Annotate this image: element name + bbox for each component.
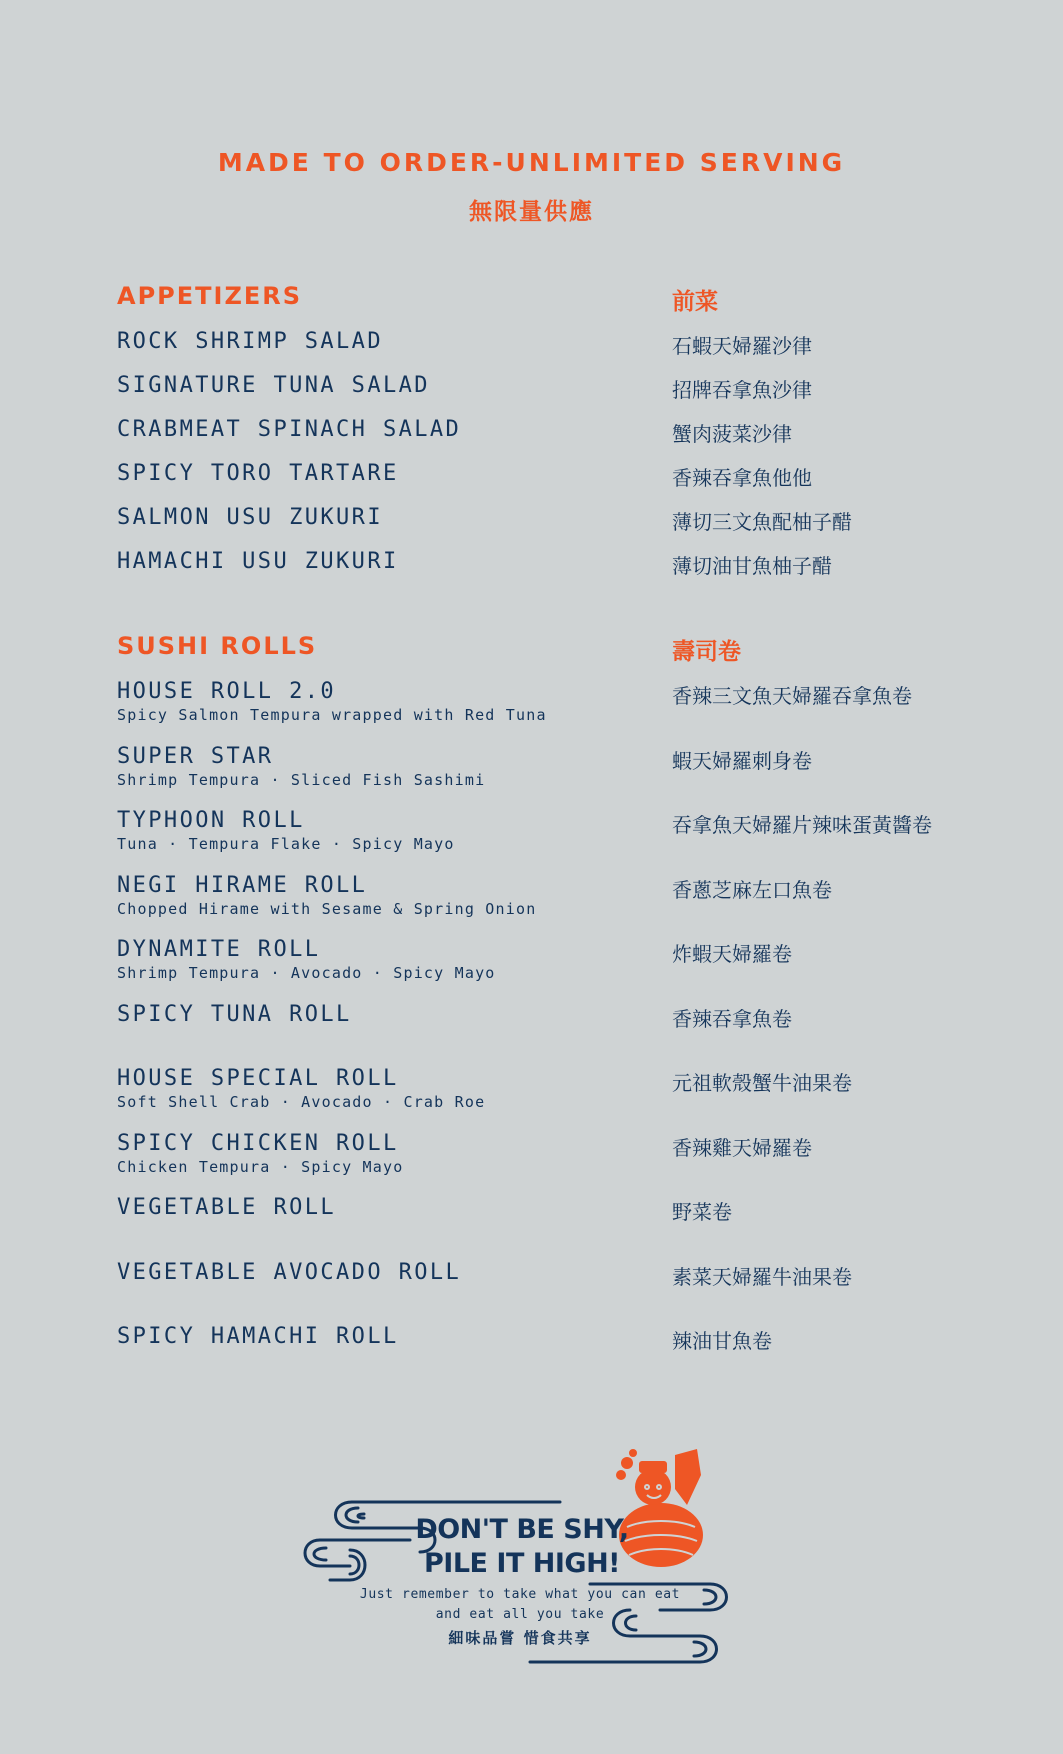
menu-item-name: ROCK SHRIMP SALAD bbox=[117, 329, 383, 354]
menu-item-zh: 招牌吞拿魚沙律 bbox=[672, 378, 812, 402]
menu-item-zh: 薄切三文魚配柚子醋 bbox=[672, 510, 852, 534]
menu-item-name: SPICY TUNA ROLL bbox=[117, 1002, 352, 1027]
menu-item-name: HOUSE SPECIAL ROLL bbox=[117, 1066, 399, 1091]
menu-item-zh: 吞拿魚天婦羅片辣味蛋黃醬卷 bbox=[672, 813, 932, 837]
menu-item-zh: 香辣吞拿魚他他 bbox=[672, 466, 812, 490]
menu-item-description: Chicken Tempura · Spicy Mayo bbox=[117, 1158, 404, 1176]
menu-item-name: SUPER STAR bbox=[117, 744, 274, 769]
menu-item-zh: 炸蝦天婦羅卷 bbox=[672, 942, 792, 966]
menu-item-name: HOUSE ROLL 2.0 bbox=[117, 679, 337, 704]
menu-item-description: Spicy Salmon Tempura wrapped with Red Tuna bbox=[117, 706, 547, 724]
menu-item-zh: 香辣三文魚天婦羅吞拿魚卷 bbox=[672, 684, 912, 708]
menu-item-name: CRABMEAT SPINACH SALAD bbox=[117, 417, 462, 442]
menu-item-description: Tuna · Tempura Flake · Spicy Mayo bbox=[117, 835, 455, 853]
menu-item-description: Shrimp Tempura · Sliced Fish Sashimi bbox=[117, 771, 486, 789]
sushi-rolls-title: SUSHI ROLLS bbox=[117, 632, 318, 660]
menu-item-zh: 石蝦天婦羅沙律 bbox=[672, 334, 812, 358]
footer-note-zh: 細味品嘗 惜食共享 bbox=[448, 1629, 592, 1647]
menu-item-zh: 香蔥芝麻左口魚卷 bbox=[672, 878, 832, 902]
menu-item-name: DYNAMITE ROLL bbox=[117, 937, 321, 962]
menu-item-zh: 蝦天婦羅刺身卷 bbox=[672, 749, 812, 773]
footer-headline-line2: PILE IT HIGH! bbox=[424, 1548, 620, 1579]
menu-item-zh: 元祖軟殼蟹牛油果卷 bbox=[672, 1071, 852, 1095]
menu-item-zh: 辣油甘魚卷 bbox=[672, 1329, 772, 1353]
menu-item-zh: 蟹肉菠菜沙律 bbox=[672, 422, 792, 446]
menu-item-zh: 素菜天婦羅牛油果卷 bbox=[672, 1265, 852, 1289]
menu-item-name: SPICY HAMACHI ROLL bbox=[117, 1324, 399, 1349]
menu-item-description: Shrimp Tempura · Avocado · Spicy Mayo bbox=[117, 964, 496, 982]
menu-item-name: HAMACHI USU ZUKURI bbox=[117, 549, 399, 574]
appetizers-title-zh: 前菜 bbox=[672, 289, 718, 315]
menu-item-zh: 香辣雞天婦羅卷 bbox=[672, 1136, 812, 1160]
footer-headline-line1: DON'T BE SHY, bbox=[415, 1514, 629, 1545]
menu-item-name: SPICY CHICKEN ROLL bbox=[117, 1131, 399, 1156]
footer-note-line2: and eat all you take bbox=[435, 1607, 605, 1622]
menu-item-zh: 野菜卷 bbox=[672, 1200, 732, 1224]
menu-item-description: Chopped Hirame with Sesame & Spring Onion bbox=[117, 900, 537, 918]
menu-item-name: TYPHOON ROLL bbox=[117, 808, 305, 833]
menu-item-name: NEGI HIRAME ROLL bbox=[117, 873, 368, 898]
menu-header-subtitle: 無限量供應 bbox=[469, 199, 594, 225]
menu-header-title: MADE TO ORDER-UNLIMITED SERVING bbox=[217, 148, 846, 177]
menu-item-name: SIGNATURE TUNA SALAD bbox=[117, 373, 430, 398]
menu-item-name: SPICY TORO TARTARE bbox=[117, 461, 399, 486]
menu-item-name: VEGETABLE ROLL bbox=[117, 1195, 337, 1220]
menu-item-zh: 薄切油甘魚柚子醋 bbox=[672, 554, 832, 578]
menu-item-description: Soft Shell Crab · Avocado · Crab Roe bbox=[117, 1093, 486, 1111]
sushi-rolls-title-zh: 壽司卷 bbox=[672, 639, 741, 665]
appetizers-title: APPETIZERS bbox=[117, 282, 303, 310]
menu-item-name: VEGETABLE AVOCADO ROLL bbox=[117, 1260, 462, 1285]
menu-item-zh: 香辣吞拿魚卷 bbox=[672, 1007, 792, 1031]
footer-note-line1: Just remember to take what you can eat bbox=[359, 1587, 681, 1602]
menu-item-name: SALMON USU ZUKURI bbox=[117, 505, 383, 530]
